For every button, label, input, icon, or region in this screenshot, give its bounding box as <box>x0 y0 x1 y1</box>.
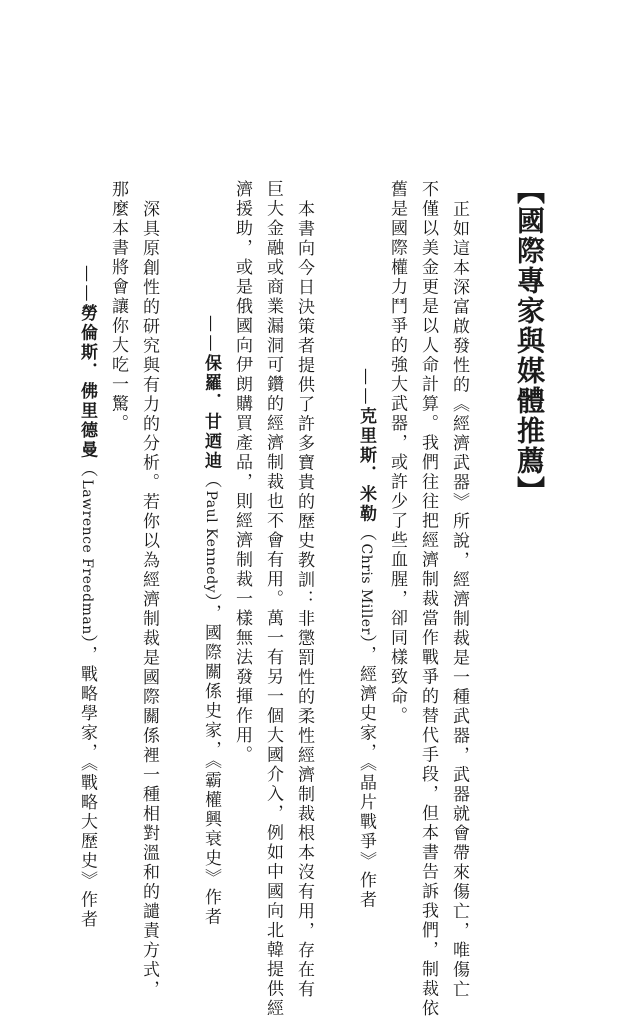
endorsement-2-line-1: 本書向今日決策者提供了許多寶貴的歷史教訓：非懲罰性的柔性經濟制裁根本沒有用，存在有 <box>294 200 314 1000</box>
endorsement-1-line-1: 正如這本深富啟發性的《經濟武器》所說，經濟制裁是一種武器，武器就會帶來傷亡，唯傷亡 <box>449 200 469 1000</box>
attribution-name: 克里斯．米勒 <box>356 407 376 524</box>
endorsement-3-line-2: 那麼本書將會讓你大吃一驚。 <box>108 180 128 434</box>
attribution-latin-name: Chris Miller <box>358 543 374 635</box>
section-heading: 【國際專家與媒體推薦】 <box>513 176 546 506</box>
attribution-paren-open: （ <box>77 460 97 480</box>
attribution-role: ，國際關係史家，《霸權興衰史》作者 <box>201 604 221 928</box>
attribution-dash: —— <box>77 265 97 304</box>
endorsement-1-line-2: 不僅以美金更是以人命計算。我們往往把經濟制裁當作戰爭的替代手段，但本書告訴我們，制裁依 <box>418 180 438 1019</box>
attribution-paren-open: （ <box>201 471 221 491</box>
attribution-dash: —— <box>201 315 221 354</box>
attribution-role: ，經濟史家，《晶片戰爭》作者 <box>356 645 376 911</box>
endorsement-1-line-3: 舊是國際權力鬥爭的強大武器，或許少了些血腥，卻同樣致命。 <box>387 180 407 726</box>
attribution-dash: —— <box>356 368 376 407</box>
endorsement-2-attribution <box>202 315 219 927</box>
endorsement-1-attribution <box>357 368 374 910</box>
attribution-latin-name: Lawrence Freedman <box>79 479 95 635</box>
endorsement-3-attribution <box>78 265 95 930</box>
attribution-name: 勞倫斯．佛里德曼 <box>77 304 97 460</box>
attribution-paren-close: ） <box>201 593 221 605</box>
endorsement-3-line-1: 深具原創性的研究與有力的分析。若你以為經濟制裁是國際關係裡一種相對溫和的譴責方式， <box>139 200 159 1000</box>
attribution-paren-open: （ <box>356 524 376 544</box>
endorsement-2-line-3: 濟援助，或是俄國向伊朗購買產品，則經濟制裁一樣無法發揮作用。 <box>232 180 252 765</box>
attribution-name: 保羅．甘迺迪 <box>201 354 221 471</box>
attribution-paren-close: ） <box>356 634 376 646</box>
endorsement-2-line-2: 巨大金融或商業漏洞可鑽的經濟制裁也不會有用。萬一有另一個大國介入，例如中國向北韓提供經 <box>263 180 283 1019</box>
attribution-paren-close: ） <box>77 634 97 646</box>
attribution-role: ，戰略學家，《戰略大歷史》作者 <box>77 645 97 930</box>
attribution-latin-name: Paul Kennedy <box>203 490 219 594</box>
